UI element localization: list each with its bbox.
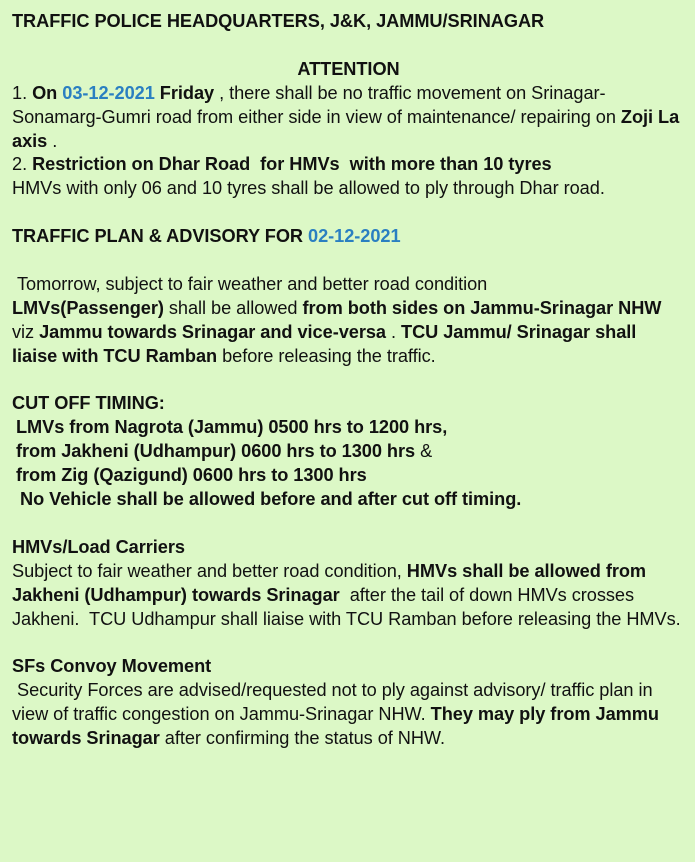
- lmv-passenger: LMVs(Passenger): [12, 297, 164, 318]
- plan-heading-text: TRAFFIC PLAN & ADVISORY FOR: [12, 226, 309, 247]
- cutoff-line-text: from Jakheni (Udhampur) 0600 hrs to 1300 hrs: [16, 441, 416, 462]
- cutoff-line: [12, 440, 685, 464]
- hmv-allowed: HMVs shall be allowed from Jakheni (Udhampur) towards Srinagar: [12, 560, 652, 605]
- tcu-liaise: TCU Jammu/ Srinagar shall liaise with TCU Ramban: [12, 321, 637, 366]
- dhar-road-restriction: Restriction on Dhar Road for HMVs with more than 10 tyres: [32, 154, 552, 175]
- hmv-text: after the tail of down HMVs crosses Jakheni. TCU Udhampur shall liaise with TCU Ramban before releasing the HMVs.: [12, 584, 681, 629]
- convoy-route: They may ply from Jammu towards Srinagar: [12, 704, 664, 749]
- plan-intro: Tomorrow, subject to fair weather and better road condition: [12, 273, 488, 294]
- cutoff-heading: CUT OFF TIMING:: [12, 393, 165, 414]
- plan-text: shall be allowed: [163, 297, 303, 318]
- convoy-text: Security Forces are advised/requested not to ply against advisory/ traffic plan in view of traffic congestion on Jammu-Srinagar NHW.: [12, 680, 658, 725]
- zoji-la-axis: Zoji La axis: [12, 106, 680, 151]
- cutoff-line: from Zig (Qazigund) 0600 hrs to 1300 hrs: [16, 465, 367, 486]
- item-1-text: , there shall be no traffic movement on Srinagar-Sonamarg-Gumri road from either side in view of maintenance/ repairing on: [12, 82, 621, 127]
- date-link[interactable]: 03-12-2021: [62, 82, 155, 103]
- convoy-paragraph: [12, 679, 685, 751]
- cutoff-line: LMVs from Nagrota (Jammu) 0500 hrs to 1200 hrs,: [16, 417, 448, 438]
- jammu-srinagar: Jammu towards Srinagar and vice-versa: [39, 321, 386, 342]
- plan-text: .: [386, 321, 402, 342]
- date-link[interactable]: 02-12-2021: [308, 226, 401, 247]
- header-title: TRAFFIC POLICE HEADQUARTERS, J&K, JAMMU/SRINAGAR: [12, 11, 545, 31]
- on-label: On: [32, 82, 63, 103]
- cutoff-note: No Vehicle shall be allowed before and after cut off timing.: [20, 489, 522, 510]
- plan-text: before releasing the traffic.: [217, 345, 436, 366]
- convoy-text: after confirming the status of NHW.: [159, 728, 446, 749]
- attention-item-2: [12, 153, 685, 177]
- item-number: 2.: [12, 154, 33, 175]
- attention-item-1: [12, 82, 685, 154]
- hmv-text: Subject to fair weather and better road condition,: [12, 560, 407, 581]
- convoy-heading: SFs Convoy Movement: [12, 656, 212, 677]
- hmv-heading: HMVs/Load Carriers: [12, 536, 185, 557]
- attention-heading: ATTENTION: [297, 58, 400, 79]
- item-number: 1.: [12, 82, 33, 103]
- ampersand: &: [415, 441, 433, 462]
- hmv-paragraph: [12, 560, 685, 632]
- plan-heading: [12, 225, 685, 249]
- item-1-end: .: [47, 130, 58, 151]
- both-sides: from both sides on Jammu-Srinagar NHW: [302, 297, 662, 318]
- plan-paragraph: [12, 297, 685, 369]
- plan-text: viz: [12, 321, 40, 342]
- day-label: Friday: [154, 82, 215, 103]
- dhar-road-text: HMVs with only 06 and 10 tyres shall be allowed to ply through Dhar road.: [12, 178, 605, 199]
